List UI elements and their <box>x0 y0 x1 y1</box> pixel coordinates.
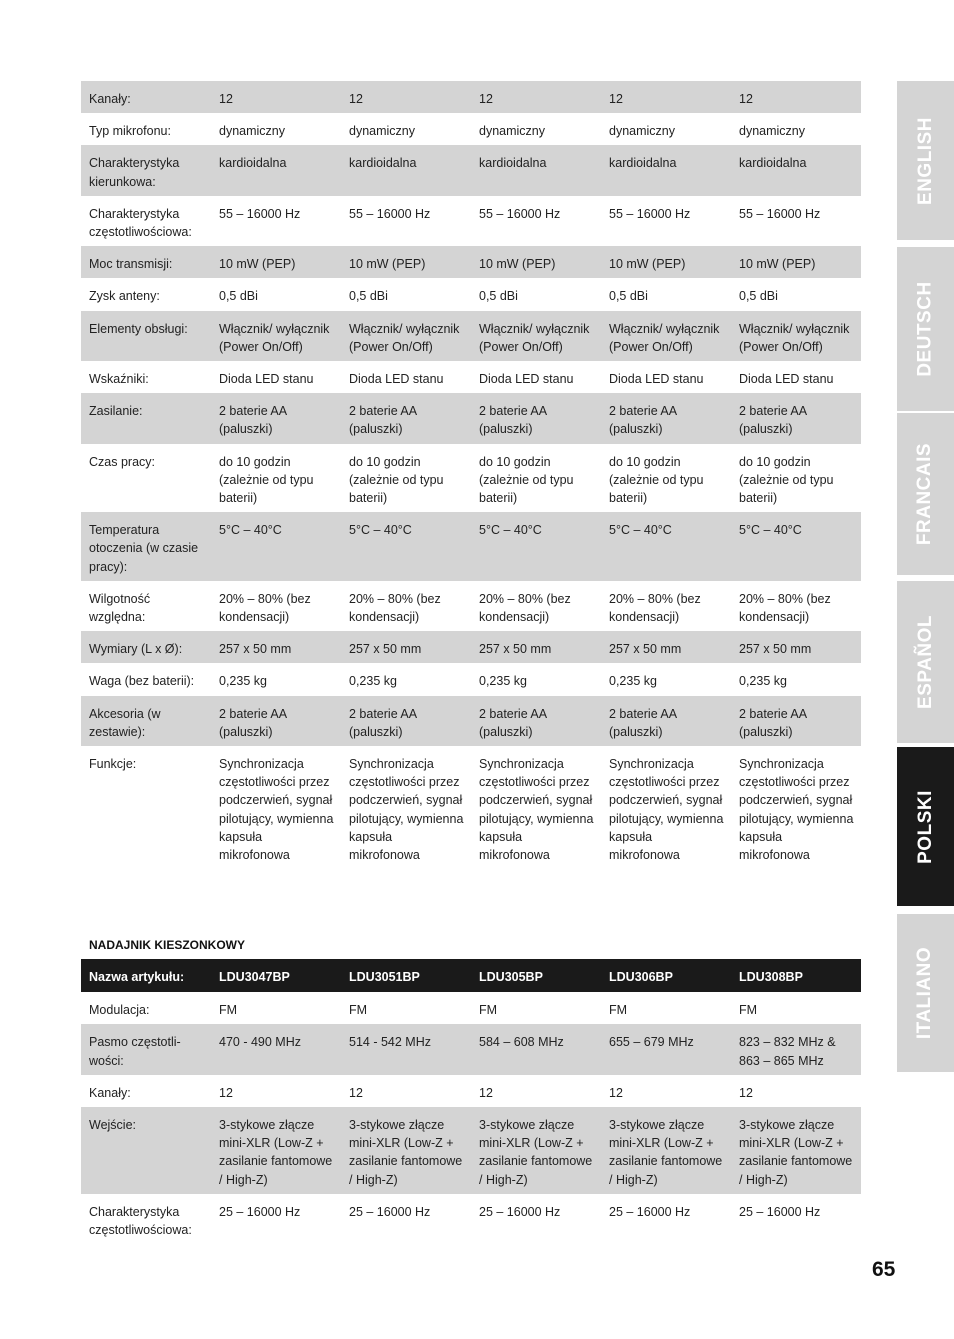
table-row <box>81 581 861 631</box>
row-label: Typ mikrofonu: <box>89 124 171 139</box>
table-cell: 25 – 16000 Hz <box>479 1204 561 1219</box>
table-cell: 10 mW (PEP) <box>341 246 471 278</box>
table-cell: 12 <box>471 81 601 113</box>
row-label: Wilgotność względna: <box>89 591 151 625</box>
table-cell: Włącznik/ wyłącznik (Power On/Off) <box>731 311 861 361</box>
table-cell: 2 baterie AA (paluszki) <box>471 696 601 746</box>
table-cell: 55 – 16000 Hz <box>609 206 691 221</box>
table-cell: 5°C – 40°C <box>601 512 731 581</box>
table-cell: 0,235 kg <box>479 674 527 689</box>
table-row <box>81 992 861 1024</box>
row-label: Elementy obsługi: <box>81 311 211 361</box>
table-cell: kardioidalna <box>211 145 341 195</box>
table-cell: 3-stykowe złącze mini-XLR (Low-Z + zasilanie fantomowe / High-Z) <box>601 1107 731 1194</box>
spec-table-bodypack-transmitter <box>81 959 861 1244</box>
table-cell: 2 baterie AA (paluszki) <box>211 393 341 443</box>
table-cell: Dioda LED stanu <box>739 372 834 387</box>
row-label: Kanały: <box>81 81 211 113</box>
table-cell: 25 – 16000 Hz <box>349 1204 431 1219</box>
table-cell: FM <box>349 1003 368 1018</box>
table-cell: kardioidalna <box>731 145 861 195</box>
table-cell: 55 – 16000 Hz <box>739 206 821 221</box>
table-cell: 3-stykowe złącze mini-XLR (Low-Z + zasilanie fantomowe / High-Z) <box>731 1107 861 1194</box>
table-cell: 0,5 dBi <box>219 289 258 304</box>
table-cell: 12 <box>349 1085 363 1100</box>
table-cell: 10 mW (PEP) <box>601 246 731 278</box>
table-row <box>81 278 861 310</box>
table-cell: 5°C – 40°C <box>471 512 601 581</box>
table-cell: 20% – 80% (bez kondensacji) <box>349 591 441 625</box>
table-cell: Synchronizacja częstotliwości przez podczerwień, sygnał pilotujący, wymienna kapsuła mikrofonowa <box>219 757 334 863</box>
table-cell: FM <box>479 1003 498 1018</box>
table-cell: Synchronizacja częstotliwości przez podczerwień, sygnał pilotujący, wymienna kapsuła mikrofonowa <box>609 757 724 863</box>
table-cell: 25 – 16000 Hz <box>219 1204 301 1219</box>
table-cell: 55 – 16000 Hz <box>479 206 561 221</box>
tab-label: ITALIANO <box>914 946 936 1040</box>
table-cell: 10 mW (PEP) <box>471 246 601 278</box>
table-cell: 0,235 kg <box>219 674 267 689</box>
table-cell: 257 x 50 mm <box>341 631 471 663</box>
table-row <box>81 1194 861 1244</box>
table-cell: do 10 godzin (zależnie od typu baterii) <box>479 454 574 506</box>
table-cell: 257 x 50 mm <box>471 631 601 663</box>
table-cell: kardioidalna <box>341 145 471 195</box>
table-cell: 20% – 80% (bez kondensacji) <box>219 591 311 625</box>
table-cell: 2 baterie AA (paluszki) <box>471 393 601 443</box>
row-label: Charakterystyka częstotliwościowa: <box>89 1204 192 1238</box>
table-cell: 10 mW (PEP) <box>211 246 341 278</box>
row-label: Pasmo częstotli-wości: <box>81 1024 211 1074</box>
table-cell: 3-stykowe złącze mini-XLR (Low-Z + zasilanie fantomowe / High-Z) <box>211 1107 341 1194</box>
tab-francais[interactable] <box>897 413 954 575</box>
table-cell: 10 mW (PEP) <box>731 246 861 278</box>
table-cell: 470 - 490 MHz <box>211 1024 341 1074</box>
row-label: Wskaźniki: <box>89 372 149 387</box>
header-cell: LDU305BP <box>471 959 601 992</box>
table-cell: Synchronizacja częstotliwości przez podczerwień, sygnał pilotujący, wymienna kapsuła mikrofonowa <box>739 757 854 863</box>
table-row <box>81 145 861 195</box>
row-label: Czas pracy: <box>89 454 155 469</box>
table-row <box>81 393 861 443</box>
table-cell: Dioda LED stanu <box>349 372 444 387</box>
table-cell: 3-stykowe złącze mini-XLR (Low-Z + zasilanie fantomowe / High-Z) <box>341 1107 471 1194</box>
table-cell: 55 – 16000 Hz <box>349 206 431 221</box>
tab-label: FRANCAIS <box>914 442 936 546</box>
table-cell: 12 <box>609 1085 623 1100</box>
header-cell: LDU3047BP <box>211 959 341 992</box>
table-cell: 12 <box>731 81 861 113</box>
table-cell: Synchronizacja częstotliwości przez podczerwień, sygnał pilotujący, wymienna kapsuła mikrofonowa <box>479 757 594 863</box>
table-cell: 12 <box>219 1085 233 1100</box>
page-number: 65 <box>872 1258 896 1281</box>
table-row <box>81 196 861 246</box>
row-label: Waga (bez baterii): <box>89 674 195 689</box>
row-label: Moc transmisji: <box>81 246 211 278</box>
table-cell: Włącznik/ wyłącznik (Power On/Off) <box>471 311 601 361</box>
table-cell: 0,235 kg <box>609 674 657 689</box>
table-cell: 0,235 kg <box>349 674 397 689</box>
table-cell: 257 x 50 mm <box>211 631 341 663</box>
table-cell: 2 baterie AA (paluszki) <box>601 696 731 746</box>
section-title: NADAJNIK KIESZONKOWY <box>89 938 246 952</box>
header-cell: LDU306BP <box>601 959 731 992</box>
table-cell: 0,5 dBi <box>609 289 648 304</box>
table-cell: 0,5 dBi <box>739 289 778 304</box>
table-cell: 12 <box>479 1085 493 1100</box>
table-cell: 2 baterie AA (paluszki) <box>341 696 471 746</box>
table-row <box>81 746 861 869</box>
table-row <box>81 81 861 113</box>
table-cell: 5°C – 40°C <box>731 512 861 581</box>
table-cell: Włącznik/ wyłącznik (Power On/Off) <box>341 311 471 361</box>
table-cell: FM <box>739 1003 758 1018</box>
header-cell: LDU308BP <box>731 959 861 992</box>
table-cell: dynamiczny <box>479 124 545 139</box>
tab-english[interactable] <box>897 81 954 240</box>
table-row <box>81 696 861 746</box>
row-label: Akcesoria (w zestawie): <box>81 696 211 746</box>
table-cell: 12 <box>739 1085 753 1100</box>
table-cell: 2 baterie AA (paluszki) <box>731 696 861 746</box>
header-label: Nazwa artykułu: <box>81 959 211 992</box>
table-row <box>81 631 861 663</box>
table-cell: 5°C – 40°C <box>211 512 341 581</box>
table-cell: 0,5 dBi <box>349 289 388 304</box>
table-cell: 2 baterie AA (paluszki) <box>341 393 471 443</box>
table-cell: 257 x 50 mm <box>731 631 861 663</box>
row-label: Charakterystyka kierunkowa: <box>81 145 211 195</box>
table-row <box>81 113 861 145</box>
table-cell: 12 <box>341 81 471 113</box>
table-row <box>81 1075 861 1107</box>
table-cell: dynamiczny <box>739 124 805 139</box>
table-row <box>81 444 861 513</box>
table-cell: 20% – 80% (bez kondensacji) <box>739 591 831 625</box>
tab-label: ESPAÑOL <box>914 615 936 709</box>
table-row <box>81 512 861 581</box>
table-cell: 3-stykowe złącze mini-XLR (Low-Z + zasilanie fantomowe / High-Z) <box>471 1107 601 1194</box>
table-cell: Dioda LED stanu <box>219 372 314 387</box>
table-cell: FM <box>609 1003 628 1018</box>
tab-label: ENGLISH <box>914 116 936 205</box>
table-cell: 0,235 kg <box>739 674 787 689</box>
table-cell: 2 baterie AA (paluszki) <box>601 393 731 443</box>
table-cell: 514 - 542 MHz <box>341 1024 471 1074</box>
row-label: Zysk anteny: <box>89 289 160 304</box>
tab-deutsch[interactable] <box>897 247 954 411</box>
row-label: Modulacja: <box>89 1003 150 1018</box>
table-cell: 2 baterie AA (paluszki) <box>731 393 861 443</box>
table-cell: 12 <box>601 81 731 113</box>
table-cell: Włącznik/ wyłącznik (Power On/Off) <box>211 311 341 361</box>
table-cell: kardioidalna <box>601 145 731 195</box>
row-label: Funkcje: <box>89 757 137 772</box>
table-row <box>81 246 861 278</box>
header-cell: LDU3051BP <box>341 959 471 992</box>
row-label: Temperatura otoczenia (w czasie pracy): <box>81 512 211 581</box>
table-cell: dynamiczny <box>219 124 285 139</box>
table-cell: do 10 godzin (zależnie od typu baterii) <box>739 454 834 506</box>
table-cell: kardioidalna <box>471 145 601 195</box>
table-cell: 12 <box>211 81 341 113</box>
tab-italiano[interactable] <box>897 914 954 1072</box>
table-cell: 20% – 80% (bez kondensacji) <box>479 591 571 625</box>
table-cell: 0,5 dBi <box>479 289 518 304</box>
table-header-row <box>81 959 861 992</box>
row-label: Wymiary (L x Ø): <box>81 631 211 663</box>
row-label: Zasilanie: <box>81 393 211 443</box>
table-cell: 655 – 679 MHz <box>601 1024 731 1074</box>
tab-label: DEUTSCH <box>914 281 936 377</box>
table-row <box>81 1024 861 1074</box>
row-label: Charakterystyka częstotliwościowa: <box>89 206 192 240</box>
table-cell: dynamiczny <box>609 124 675 139</box>
table-cell: do 10 godzin (zależnie od typu baterii) <box>219 454 314 506</box>
table-cell: Dioda LED stanu <box>479 372 574 387</box>
table-cell: FM <box>219 1003 238 1018</box>
table-row <box>81 311 861 361</box>
table-cell: Włącznik/ wyłącznik (Power On/Off) <box>601 311 731 361</box>
table-row <box>81 1107 861 1194</box>
spec-table-microphone <box>81 81 861 869</box>
tab-label: POLSKI <box>914 789 936 864</box>
table-cell: do 10 godzin (zależnie od typu baterii) <box>609 454 704 506</box>
table-cell: 25 – 16000 Hz <box>739 1204 821 1219</box>
tab-espaol[interactable] <box>897 581 954 743</box>
table-cell: 55 – 16000 Hz <box>219 206 301 221</box>
table-cell: 257 x 50 mm <box>601 631 731 663</box>
table-cell: Dioda LED stanu <box>609 372 704 387</box>
table-cell: dynamiczny <box>349 124 415 139</box>
table-cell: Synchronizacja częstotliwości przez podczerwień, sygnał pilotujący, wymienna kapsuła mikrofonowa <box>349 757 464 863</box>
table-cell: 584 – 608 MHz <box>471 1024 601 1074</box>
table-row <box>81 663 861 695</box>
table-cell: 5°C – 40°C <box>341 512 471 581</box>
table-cell: 25 – 16000 Hz <box>609 1204 691 1219</box>
table-cell: 20% – 80% (bez kondensacji) <box>609 591 701 625</box>
table-row <box>81 361 861 393</box>
table-cell: do 10 godzin (zależnie od typu baterii) <box>349 454 444 506</box>
table-cell: 2 baterie AA (paluszki) <box>211 696 341 746</box>
tab-polski[interactable] <box>897 747 954 906</box>
table-cell: 823 – 832 MHz & 863 – 865 MHz <box>731 1024 861 1074</box>
row-label: Kanały: <box>89 1085 131 1100</box>
row-label: Wejście: <box>81 1107 211 1194</box>
